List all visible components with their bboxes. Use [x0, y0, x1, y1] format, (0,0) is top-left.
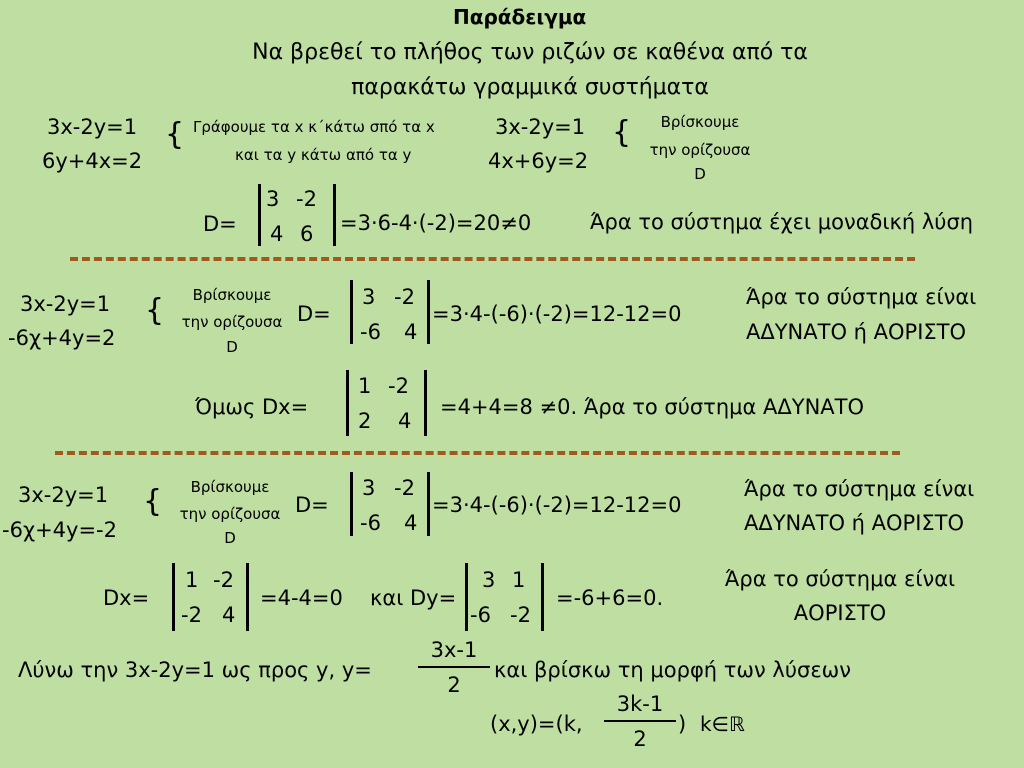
ex2-find-line-1: Βρίσκουμε [192, 286, 272, 304]
ex1-equation-2: 6y+4x=2 [42, 149, 143, 173]
ex3-solution-right: ) [678, 712, 687, 736]
ex1-brace-icon-2: { [612, 115, 632, 150]
ex2-find-line-2: την ορίζουσα [181, 313, 283, 331]
ex2-dx21: 2 [358, 409, 372, 433]
ex2-dx22: 4 [398, 409, 412, 433]
divider-2 [55, 451, 900, 455]
ex3-calculation: =3·4-(-6)·(-2)=12-12=0 [432, 493, 682, 517]
ex1-m21: 4 [270, 222, 284, 246]
ex1-find-line-1: Βρίσκουμε [660, 113, 740, 131]
ex3-m11: 3 [362, 476, 376, 500]
ex3-det-label: D= [295, 493, 329, 517]
ex3-equation-1: 3x-2y=1 [18, 483, 109, 507]
ex3-dx12: -2 [213, 568, 234, 592]
ex2-m11: 3 [362, 285, 376, 309]
ex2-det-bar-right [427, 280, 430, 344]
subtitle-line-2: παρακάτω γραμμικά συστήματα [351, 75, 709, 100]
ex1-find-line-3: D [694, 165, 706, 183]
subtitle-line-1: Να βρεθεί το πλήθος των ριζών σε καθένα από τα [252, 40, 808, 65]
ex3-and-dy-label: και Dy= [370, 586, 457, 610]
ex3-dx-calculation: =4-4=0 [260, 586, 343, 610]
ex3-m21: -6 [360, 511, 381, 535]
ex2-find-line-3: D [226, 338, 238, 356]
ex3-dy-calculation: =-6+6=0. [556, 586, 664, 610]
ex2-dx11: 1 [358, 374, 372, 398]
ex3-m12: -2 [394, 476, 415, 500]
ex3-dx21: -2 [181, 603, 202, 627]
ex2-equation-2: -6χ+4y=2 [8, 326, 116, 350]
ex3-dx-bar-left [172, 563, 175, 631]
ex2-conclusion-line-1: Άρα το σύστημα είναι [746, 285, 977, 309]
ex3-m22: 4 [404, 511, 418, 535]
ex3-fraction-numerator: 3x-1 [430, 638, 478, 662]
ex3-final-line-1: Άρα το σύστημα είναι [724, 567, 956, 591]
ex1-m22: 6 [300, 222, 314, 246]
ex2-dx-bar-right [424, 370, 427, 436]
ex3-det-bar-left [350, 472, 353, 536]
ex3-det-bar-right [427, 472, 430, 536]
ex3-find-line-1: Βρίσκουμε [190, 478, 270, 496]
ex3-brace-icon: { [143, 484, 163, 519]
divider-1 [70, 257, 915, 261]
ex2-m12: -2 [394, 285, 415, 309]
ex3-solution-left: (x,y)=(k, [490, 712, 583, 736]
ex1-m12: -2 [296, 187, 317, 211]
ex3-conclusion-line-1: Άρα το σύστημα είναι [744, 477, 975, 501]
ex3-conclusion-line-2: ΑΔΥΝΑΤΟ ή ΑΟΡΙΣΤΟ [744, 511, 965, 535]
ex3-solution-fraction-bar [604, 720, 676, 722]
ex3-dy12: 1 [512, 568, 526, 592]
ex1-note-line-1: Γράφουμε τα x κ΄κάτω σπό τα x [193, 118, 435, 136]
ex3-fraction-denominator: 2 [447, 673, 461, 697]
ex1-reordered-equation-1: 3x-2y=1 [495, 115, 586, 139]
ex2-calculation: =3·4-(-6)·(-2)=12-12=0 [432, 302, 682, 326]
ex3-solve-tail: και βρίσκω τη μορφή των λύσεων [494, 658, 851, 682]
ex3-dy22: -2 [510, 603, 531, 627]
ex3-dy11: 3 [482, 568, 496, 592]
ex2-brace-icon: { [145, 293, 165, 328]
ex3-dx-bar-right [246, 563, 249, 631]
ex2-dx-calculation: =4+4=8 ≠0. Άρα το σύστημα ΑΔΥΝΑΤΟ [440, 395, 864, 419]
ex2-equation-1: 3x-2y=1 [20, 292, 111, 316]
page-title: Παράδειγμα [453, 5, 587, 29]
ex1-m11: 3 [266, 187, 280, 211]
ex3-equation-2: -6χ+4y=-2 [2, 518, 117, 542]
ex1-note-line-2: και τα y κάτω από τα y [235, 146, 412, 164]
ex3-solution-numerator: 3k-1 [616, 692, 664, 716]
ex1-reordered-equation-2: 4x+6y=2 [488, 149, 589, 173]
ex2-m21: -6 [360, 320, 381, 344]
ex1-det-bar-right [333, 184, 336, 246]
ex3-dx-label: Dx= [103, 586, 150, 610]
ex3-fraction-bar [418, 666, 490, 668]
ex1-det-bar-left [258, 184, 261, 246]
ex2-det-label: D= [297, 302, 331, 326]
ex1-conclusion: Άρα το σύστημα έχει μοναδική λύση [590, 210, 974, 234]
ex3-dy-bar-left [465, 563, 468, 631]
ex2-dx-bar-left [346, 370, 349, 436]
ex1-det-label: D= [203, 212, 237, 236]
ex1-equation-1: 3x-2y=1 [47, 115, 138, 139]
ex3-dy-bar-right [541, 563, 544, 631]
ex3-find-line-2: την ορίζουσα [179, 505, 281, 523]
ex3-find-line-3: D [224, 529, 236, 547]
ex2-det-bar-left [350, 280, 353, 344]
ex3-solution-domain: k∈ℝ [700, 712, 745, 736]
ex3-final-line-2: ΑΟΡΙΣΤΟ [793, 601, 887, 625]
ex2-dx-label: Όμως Dx= [195, 395, 309, 419]
ex3-dx11: 1 [185, 568, 199, 592]
ex3-solution-denominator: 2 [633, 727, 647, 751]
ex1-find-line-2: την ορίζουσα [649, 141, 751, 159]
ex3-dx22: 4 [222, 603, 236, 627]
ex1-calculation: =3·6-4·(-2)=20≠0 [340, 211, 532, 235]
ex2-dx12: -2 [388, 374, 409, 398]
ex3-dy21: -6 [470, 603, 491, 627]
ex3-solve-text: Λύνω την 3x-2y=1 ως προς y, y= [18, 658, 372, 682]
ex2-conclusion-line-2: ΑΔΥΝΑΤΟ ή ΑΟΡΙΣΤΟ [746, 320, 967, 344]
ex1-brace-icon: { [165, 117, 185, 152]
ex2-m22: 4 [404, 320, 418, 344]
